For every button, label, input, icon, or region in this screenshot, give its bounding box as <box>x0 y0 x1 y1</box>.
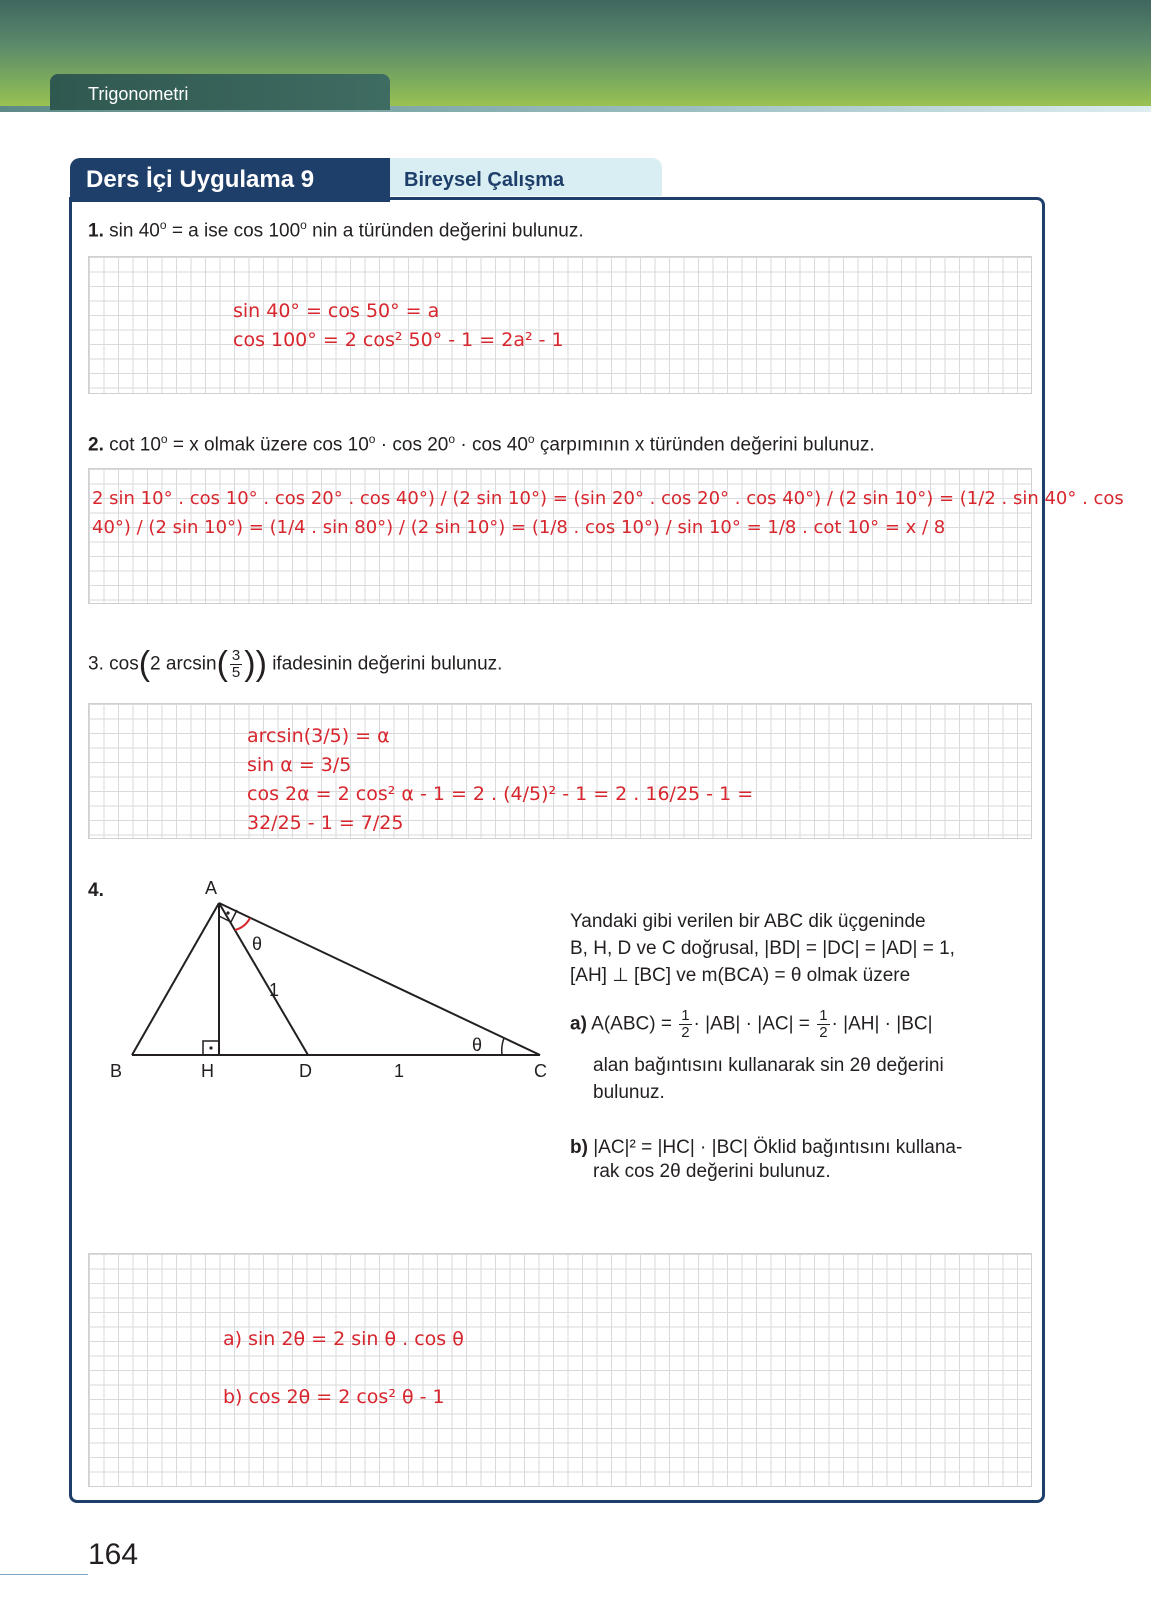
chapter-title: Trigonometri <box>88 84 189 104</box>
q4-statement: Yandaki gibi verilen bir ABC dik üçgeninde B, H, D ve C doğrusal, |BD| = |DC| = |AD| = 1, [AH] ⊥ [BC] ve m(BCA) = θ olmak üzere <box>570 911 955 986</box>
section-title-tab <box>70 158 390 202</box>
answer-1: sin 40° = cos 50° = a cos 100° = 2 cos² 50° - 1 = 2a² - 1 <box>233 300 564 351</box>
right-angle-dot-a <box>226 911 229 914</box>
q4-part-a-text: alan bağıntısını kullanarak sin 2θ değerini bulunuz. <box>593 1055 944 1103</box>
answer-3: arcsin(3/5) = α sin α = 3/5 cos 2α = 2 cos² α - 1 = 2 . (4/5)² - 1 = 2 . 16/25 - 1 = 32/25 - 1 = 7/25 <box>247 725 754 834</box>
question-number: 4. <box>88 880 104 901</box>
label-a: A <box>205 878 218 898</box>
q1-text: nin a türünden değerini bulunuz. <box>312 220 584 242</box>
label-dc-length: 1 <box>394 1061 405 1081</box>
side-ac <box>219 903 540 1055</box>
page-number-rule <box>0 1574 88 1575</box>
angle-arc-a <box>235 918 250 930</box>
label-theta-a: θ <box>252 934 263 954</box>
question-number: 1. <box>88 220 104 242</box>
answer-grid-4 <box>88 1253 1032 1487</box>
fraction-3-5: $\frac{3}{5}$ <box>231 647 241 681</box>
q1-cos100: cos 100 <box>233 220 301 242</box>
triangle-figure <box>100 870 560 1090</box>
right-angle-dot-h <box>209 1046 212 1049</box>
segment-ad <box>219 903 308 1055</box>
section-subtitle: Bireysel Çalışma <box>404 169 565 191</box>
label-ad-length: 1 <box>269 980 280 1000</box>
chapter-tab <box>50 74 390 110</box>
label-c: C <box>534 1061 547 1081</box>
label-b: B <box>110 1061 123 1081</box>
answer-2: 2 sin 10° . cos 10° . cos 20° . cos 40°) / (2 sin 10°) = (sin 20° . cos 20° . cos 40°) / (2 sin 10°) = (1/2 . sin 40° . cos 40°) / (2 sin 10°) = (1/4 . sin 80°) / (2 sin 10°) = (1/8 . cos 10°) / sin 10° = 1/8 . cot 10° = x / 8 <box>92 488 1124 538</box>
question-number: 2. <box>88 434 104 456</box>
label-theta-c: θ <box>472 1035 483 1055</box>
q1-sin40: sin 40 <box>109 220 160 242</box>
q4-part-a: a) A(ABC) = $\frac{1}{2}$ · |AB| · |AC| = $\frac{1}{2}$ · |AH| · |BC| <box>570 1007 933 1041</box>
q1-eq: = a ise <box>171 220 229 242</box>
question-3: 3. cos(2 arcsin( $\frac{3}{5}$ )) ifadesinin değerini bulunuz. <box>88 645 503 683</box>
section-subtitle-tab <box>390 158 662 196</box>
angle-arc-c <box>502 1038 504 1055</box>
answer-grid-3 <box>88 703 1032 839</box>
label-h: H <box>201 1061 214 1081</box>
answer-4: a) sin 2θ = 2 sin θ . cos θ b) cos 2θ = 2 cos² θ - 1 <box>223 1328 464 1408</box>
section-title: Ders İçi Uygulama 9 <box>86 166 315 193</box>
answer-grid-1 <box>88 256 1032 394</box>
q4-part-b-text: rak cos 2θ değerini bulunuz. <box>593 1161 831 1182</box>
question-1: 1. sin 40$^o$ = a ise cos 100$^o$ nin a türünden değerini bulunuz. <box>88 218 584 242</box>
label-d: D <box>299 1061 312 1081</box>
side-ab <box>132 903 219 1055</box>
page-number: 164 <box>88 1538 139 1571</box>
q4-part-b: b) |AC|² = |HC| · |BC| Öklid bağıntısını kullana- <box>570 1137 963 1158</box>
question-number: 3. <box>88 653 104 675</box>
question-2: 2. cot 10$^o$ = x olmak üzere cos 10$^o$ · cos 20$^o$ · cos 40$^o$ çarpımının x türünden değerini bulunuz. <box>88 432 875 456</box>
